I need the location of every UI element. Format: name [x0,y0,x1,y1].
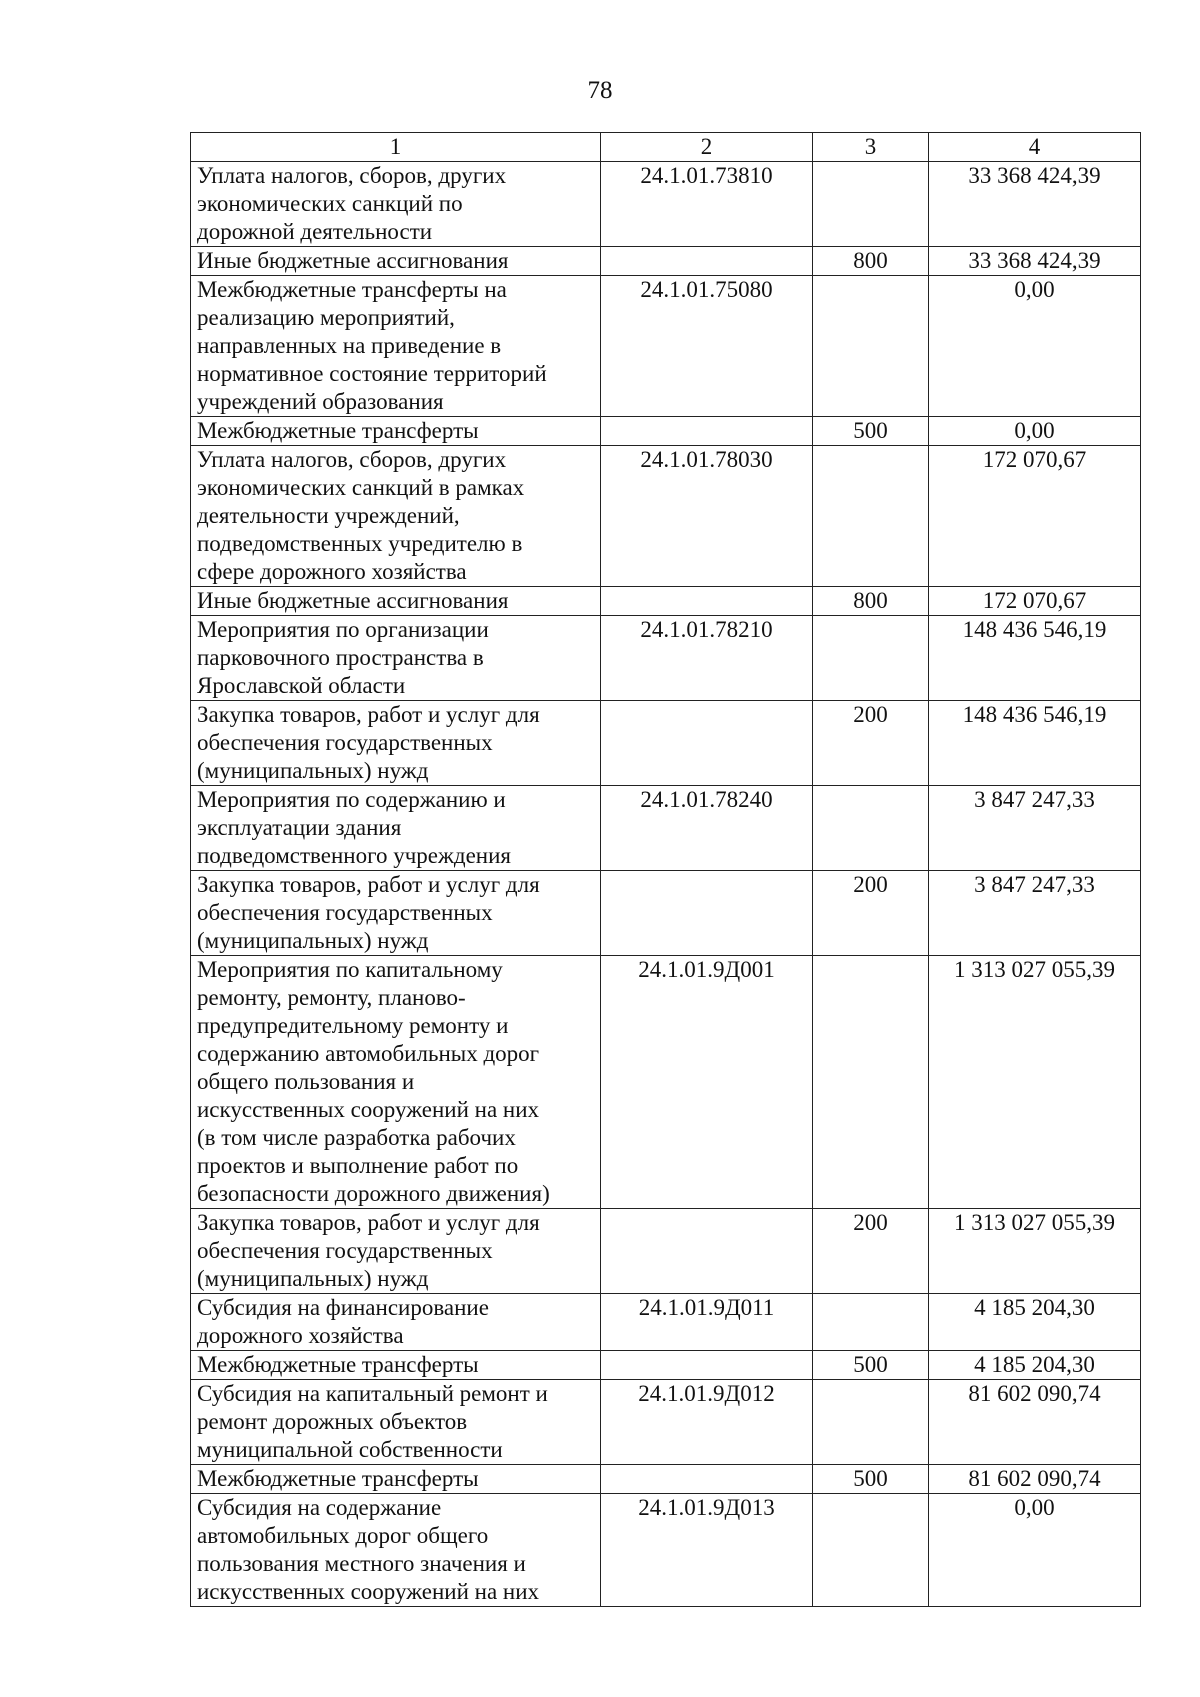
article-code-cell [601,587,813,616]
amount-cell: 4 185 204,30 [929,1294,1141,1351]
description-cell: Мероприятия по содержанию и эксплуатации здания подведомственного учреждения [191,786,601,871]
table-row [191,701,1141,786]
article-code-cell: 24.1.01.78210 [601,616,813,701]
expense-type-cell: 200 [813,1209,929,1294]
article-code-cell: 24.1.01.78030 [601,446,813,587]
amount-cell: 1 313 027 055,39 [929,1209,1141,1294]
description-cell: Субсидия на содержание автомобильных дорог общего пользования местного значения и искусственных сооружений на них [191,1494,601,1607]
table-row [191,616,1141,701]
expense-type-cell: 800 [813,247,929,276]
amount-cell: 172 070,67 [929,446,1141,587]
article-code-cell [601,1465,813,1494]
table-row [191,1465,1141,1494]
article-code-cell [601,871,813,956]
expense-type-cell: 500 [813,417,929,446]
article-code-cell [601,247,813,276]
table-row [191,247,1141,276]
description-cell: Закупка товаров, работ и услуг для обеспечения государственных (муниципальных) нужд [191,1209,601,1294]
table-row [191,417,1141,446]
header-cell-2: 2 [601,133,813,162]
amount-cell: 81 602 090,74 [929,1380,1141,1465]
expense-type-cell [813,616,929,701]
article-code-cell: 24.1.01.78240 [601,786,813,871]
header-cell-1: 1 [191,133,601,162]
description-cell: Иные бюджетные ассигнования [191,587,601,616]
amount-cell: 3 847 247,33 [929,786,1141,871]
amount-cell: 148 436 546,19 [929,701,1141,786]
article-code-cell [601,1351,813,1380]
article-code-cell: 24.1.01.73810 [601,162,813,247]
table-row [191,1294,1141,1351]
amount-cell: 1 313 027 055,39 [929,956,1141,1209]
article-code-cell [601,417,813,446]
description-cell: Уплата налогов, сборов, других экономических санкций в рамках деятельности учреждений, подведомственных учредителю в сфере дорожного хозяйства [191,446,601,587]
table-row [191,786,1141,871]
article-code-cell: 24.1.01.9Д011 [601,1294,813,1351]
description-cell: Мероприятия по организации парковочного пространства в Ярославской области [191,616,601,701]
table-row [191,871,1141,956]
expense-type-cell: 200 [813,701,929,786]
expense-type-cell [813,276,929,417]
amount-cell: 148 436 546,19 [929,616,1141,701]
article-code-cell: 24.1.01.9Д012 [601,1380,813,1465]
table-row [191,956,1141,1209]
table-row [191,1494,1141,1607]
expense-type-cell [813,1380,929,1465]
expense-type-cell [813,1294,929,1351]
expense-type-cell [813,162,929,247]
page-number: 78 [587,77,613,104]
table-row [191,1351,1141,1380]
header-cell-3: 3 [813,133,929,162]
expense-type-cell [813,1494,929,1607]
description-cell: Иные бюджетные ассигнования [191,247,601,276]
description-cell: Межбюджетные трансферты [191,417,601,446]
amount-cell: 81 602 090,74 [929,1465,1141,1494]
table-header-row [191,133,1141,162]
article-code-cell [601,701,813,786]
amount-cell: 0,00 [929,276,1141,417]
expense-type-cell [813,956,929,1209]
article-code-cell: 24.1.01.9Д001 [601,956,813,1209]
table-row [191,587,1141,616]
article-code-cell: 24.1.01.75080 [601,276,813,417]
amount-cell: 0,00 [929,417,1141,446]
expense-type-cell [813,446,929,587]
amount-cell: 3 847 247,33 [929,871,1141,956]
amount-cell: 33 368 424,39 [929,247,1141,276]
description-cell: Закупка товаров, работ и услуг для обеспечения государственных (муниципальных) нужд [191,871,601,956]
expense-type-cell: 500 [813,1351,929,1380]
description-cell: Межбюджетные трансферты на реализацию мероприятий, направленных на приведение в нормативное состояние территорий учреждений образования [191,276,601,417]
table-row [191,1380,1141,1465]
amount-cell: 0,00 [929,1494,1141,1607]
expense-type-cell: 800 [813,587,929,616]
budget-table [190,132,1141,1607]
header-cell-4: 4 [929,133,1141,162]
table-row [191,162,1141,247]
description-cell: Мероприятия по капитальному ремонту, ремонту, планово- предупредительному ремонту и содержанию автомобильных дорог общего пользования и искусственных сооружений на них (в том числе разработка рабочих проектов и выполнение работ по безопасности дорожного движения) [191,956,601,1209]
description-cell: Субсидия на финансирование дорожного хозяйства [191,1294,601,1351]
amount-cell: 172 070,67 [929,587,1141,616]
expense-type-cell: 500 [813,1465,929,1494]
table-body [191,133,1141,1607]
description-cell: Закупка товаров, работ и услуг для обеспечения государственных (муниципальных) нужд [191,701,601,786]
article-code-cell [601,1209,813,1294]
table-row [191,1209,1141,1294]
description-cell: Субсидия на капитальный ремонт и ремонт дорожных объектов муниципальной собственности [191,1380,601,1465]
table-row [191,276,1141,417]
description-cell: Уплата налогов, сборов, других экономических санкций по дорожной деятельности [191,162,601,247]
expense-type-cell: 200 [813,871,929,956]
amount-cell: 4 185 204,30 [929,1351,1141,1380]
expense-type-cell [813,786,929,871]
description-cell: Межбюджетные трансферты [191,1351,601,1380]
amount-cell: 33 368 424,39 [929,162,1141,247]
description-cell: Межбюджетные трансферты [191,1465,601,1494]
table-row [191,446,1141,587]
article-code-cell: 24.1.01.9Д013 [601,1494,813,1607]
